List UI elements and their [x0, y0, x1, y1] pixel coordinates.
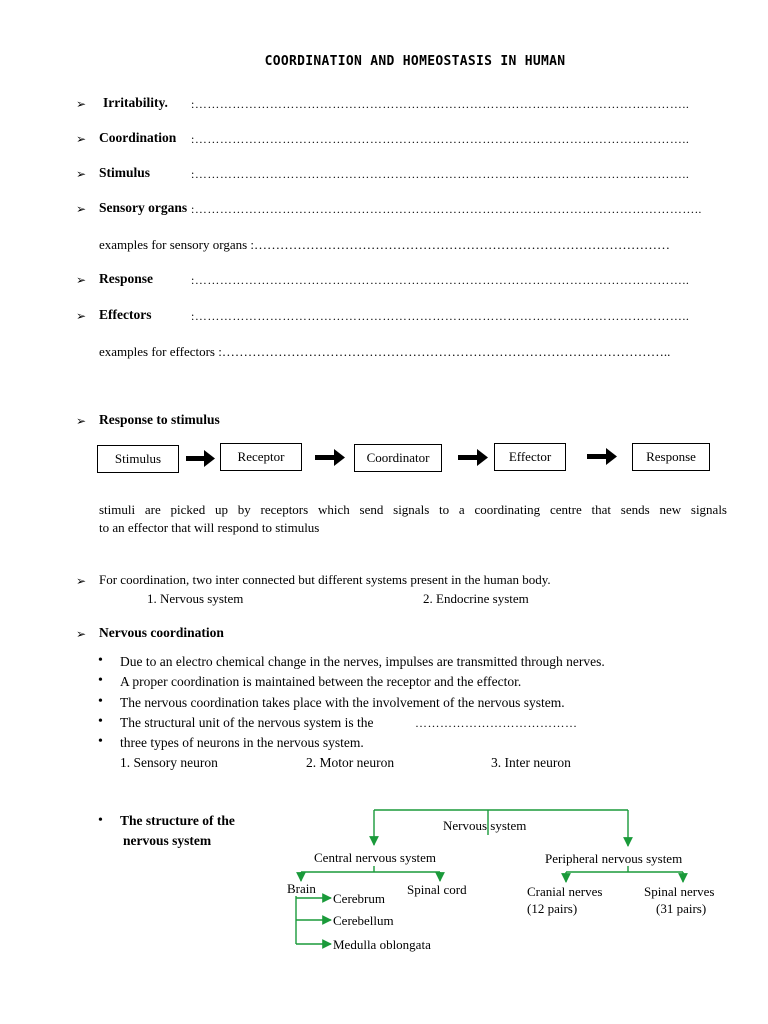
neuron-inter: 3. Inter neuron — [491, 755, 571, 770]
answer-blank[interactable]: :………………………………………………………………………………………………………….. — [191, 202, 702, 216]
list-item: Due to an electro chemical change in the nerves, impulses are transmitted through nerves. — [120, 654, 605, 669]
flow-box-response: Response — [632, 443, 710, 471]
node-spinal-nerves: Spinal nerves — [644, 884, 715, 899]
sensory-examples-line[interactable]: examples for sensory organs :…………………………………………………………………………………… — [99, 237, 671, 252]
arrow-bullet-icon: ➢ — [76, 132, 87, 146]
answer-blank[interactable]: :……………………………………………………………………………………………………….. — [191, 97, 690, 111]
effector-examples-line[interactable]: examples for effectors :………………………………………………………………………………………….. — [99, 344, 671, 359]
answer-blank[interactable]: :……………………………………………………………………………………………………….. — [191, 132, 690, 146]
flow-box-coordinator: Coordinator — [354, 444, 442, 472]
response-heading: Response to stimulus — [99, 412, 220, 427]
list-item: three types of neurons in the nervous system. — [120, 735, 364, 750]
term-label: Irritability. — [103, 95, 168, 110]
node-brain: Brain — [287, 881, 316, 896]
neuron-motor: 2. Motor neuron — [306, 755, 395, 770]
neuron-sensory: 1. Sensory neuron — [120, 755, 218, 770]
node-cranial-pairs: (12 pairs) — [527, 901, 578, 916]
node-nervous-system: Nervous system — [443, 818, 527, 833]
system-nervous: 1. Nervous system — [147, 591, 244, 606]
system-endocrine: 2. Endocrine system — [423, 591, 529, 606]
arrow-bullet-icon: ➢ — [76, 309, 87, 323]
node-medulla-oblongata: Medulla oblongata — [333, 937, 431, 952]
page-title: COORDINATION AND HOMEOSTASIS IN HUMAN — [264, 54, 566, 69]
flow-box-stimulus: Stimulus — [97, 445, 179, 473]
term-label: Coordination — [99, 130, 177, 145]
list-item: The structural unit of the nervous system is the — [120, 715, 374, 730]
list-item: A proper coordination is maintained between the receptor and the effector. — [120, 674, 522, 689]
arrow-bullet-icon: ➢ — [76, 574, 87, 588]
node-cranial-nerves: Cranial nerves — [527, 884, 603, 899]
arrow-bullet-icon: ➢ — [76, 202, 87, 216]
flow-description-line-1: stimuli are picked up by receptors which send signals to a coordinating centre that sends new signals — [99, 502, 727, 517]
flow-box-effector: Effector — [494, 443, 566, 471]
bullet-icon: • — [98, 673, 103, 688]
term-label: Response — [99, 271, 154, 286]
arrow-bullet-icon: ➢ — [76, 97, 87, 111]
node-cerebellum: Cerebellum — [333, 913, 394, 928]
nervous-heading: Nervous coordination — [99, 625, 224, 640]
term-label: Effectors — [99, 307, 152, 322]
flow-box-receptor: Receptor — [220, 443, 302, 471]
node-cerebrum: Cerebrum — [333, 891, 385, 906]
arrow-bullet-icon: ➢ — [76, 273, 87, 287]
structure-heading-line-2: nervous system — [123, 833, 212, 848]
node-cns: Central nervous system — [314, 850, 437, 865]
bullet-icon: • — [98, 813, 103, 828]
bullet-icon: • — [98, 714, 103, 729]
list-item: The nervous coordination takes place with the involvement of the nervous system. — [120, 695, 565, 710]
node-spinal-cord: Spinal cord — [407, 882, 467, 897]
term-label: Sensory organs — [99, 200, 188, 215]
node-spinal-pairs: (31 pairs) — [656, 901, 707, 916]
term-label: Stimulus — [99, 165, 151, 180]
structure-heading-line-1: The structure of the — [120, 813, 235, 828]
structural-unit-blank[interactable]: ………………………………… — [415, 716, 578, 730]
answer-blank[interactable]: :……………………………………………………………………………………………………….. — [191, 273, 690, 287]
arrow-bullet-icon: ➢ — [76, 627, 87, 641]
arrow-bullet-icon: ➢ — [76, 414, 87, 428]
bullet-icon: • — [98, 734, 103, 749]
bullet-icon: • — [98, 694, 103, 709]
coordination-intro: For coordination, two inter connected but different systems present in the human body. — [99, 572, 551, 587]
answer-blank[interactable]: :……………………………………………………………………………………………………….. — [191, 309, 690, 323]
bullet-icon: • — [98, 653, 103, 668]
answer-blank[interactable]: :……………………………………………………………………………………………………….. — [191, 167, 690, 181]
arrow-bullet-icon: ➢ — [76, 167, 87, 181]
flow-description-line-2: to an effector that will respond to stimulus — [99, 520, 320, 535]
node-pns: Peripheral nervous system — [545, 851, 683, 866]
